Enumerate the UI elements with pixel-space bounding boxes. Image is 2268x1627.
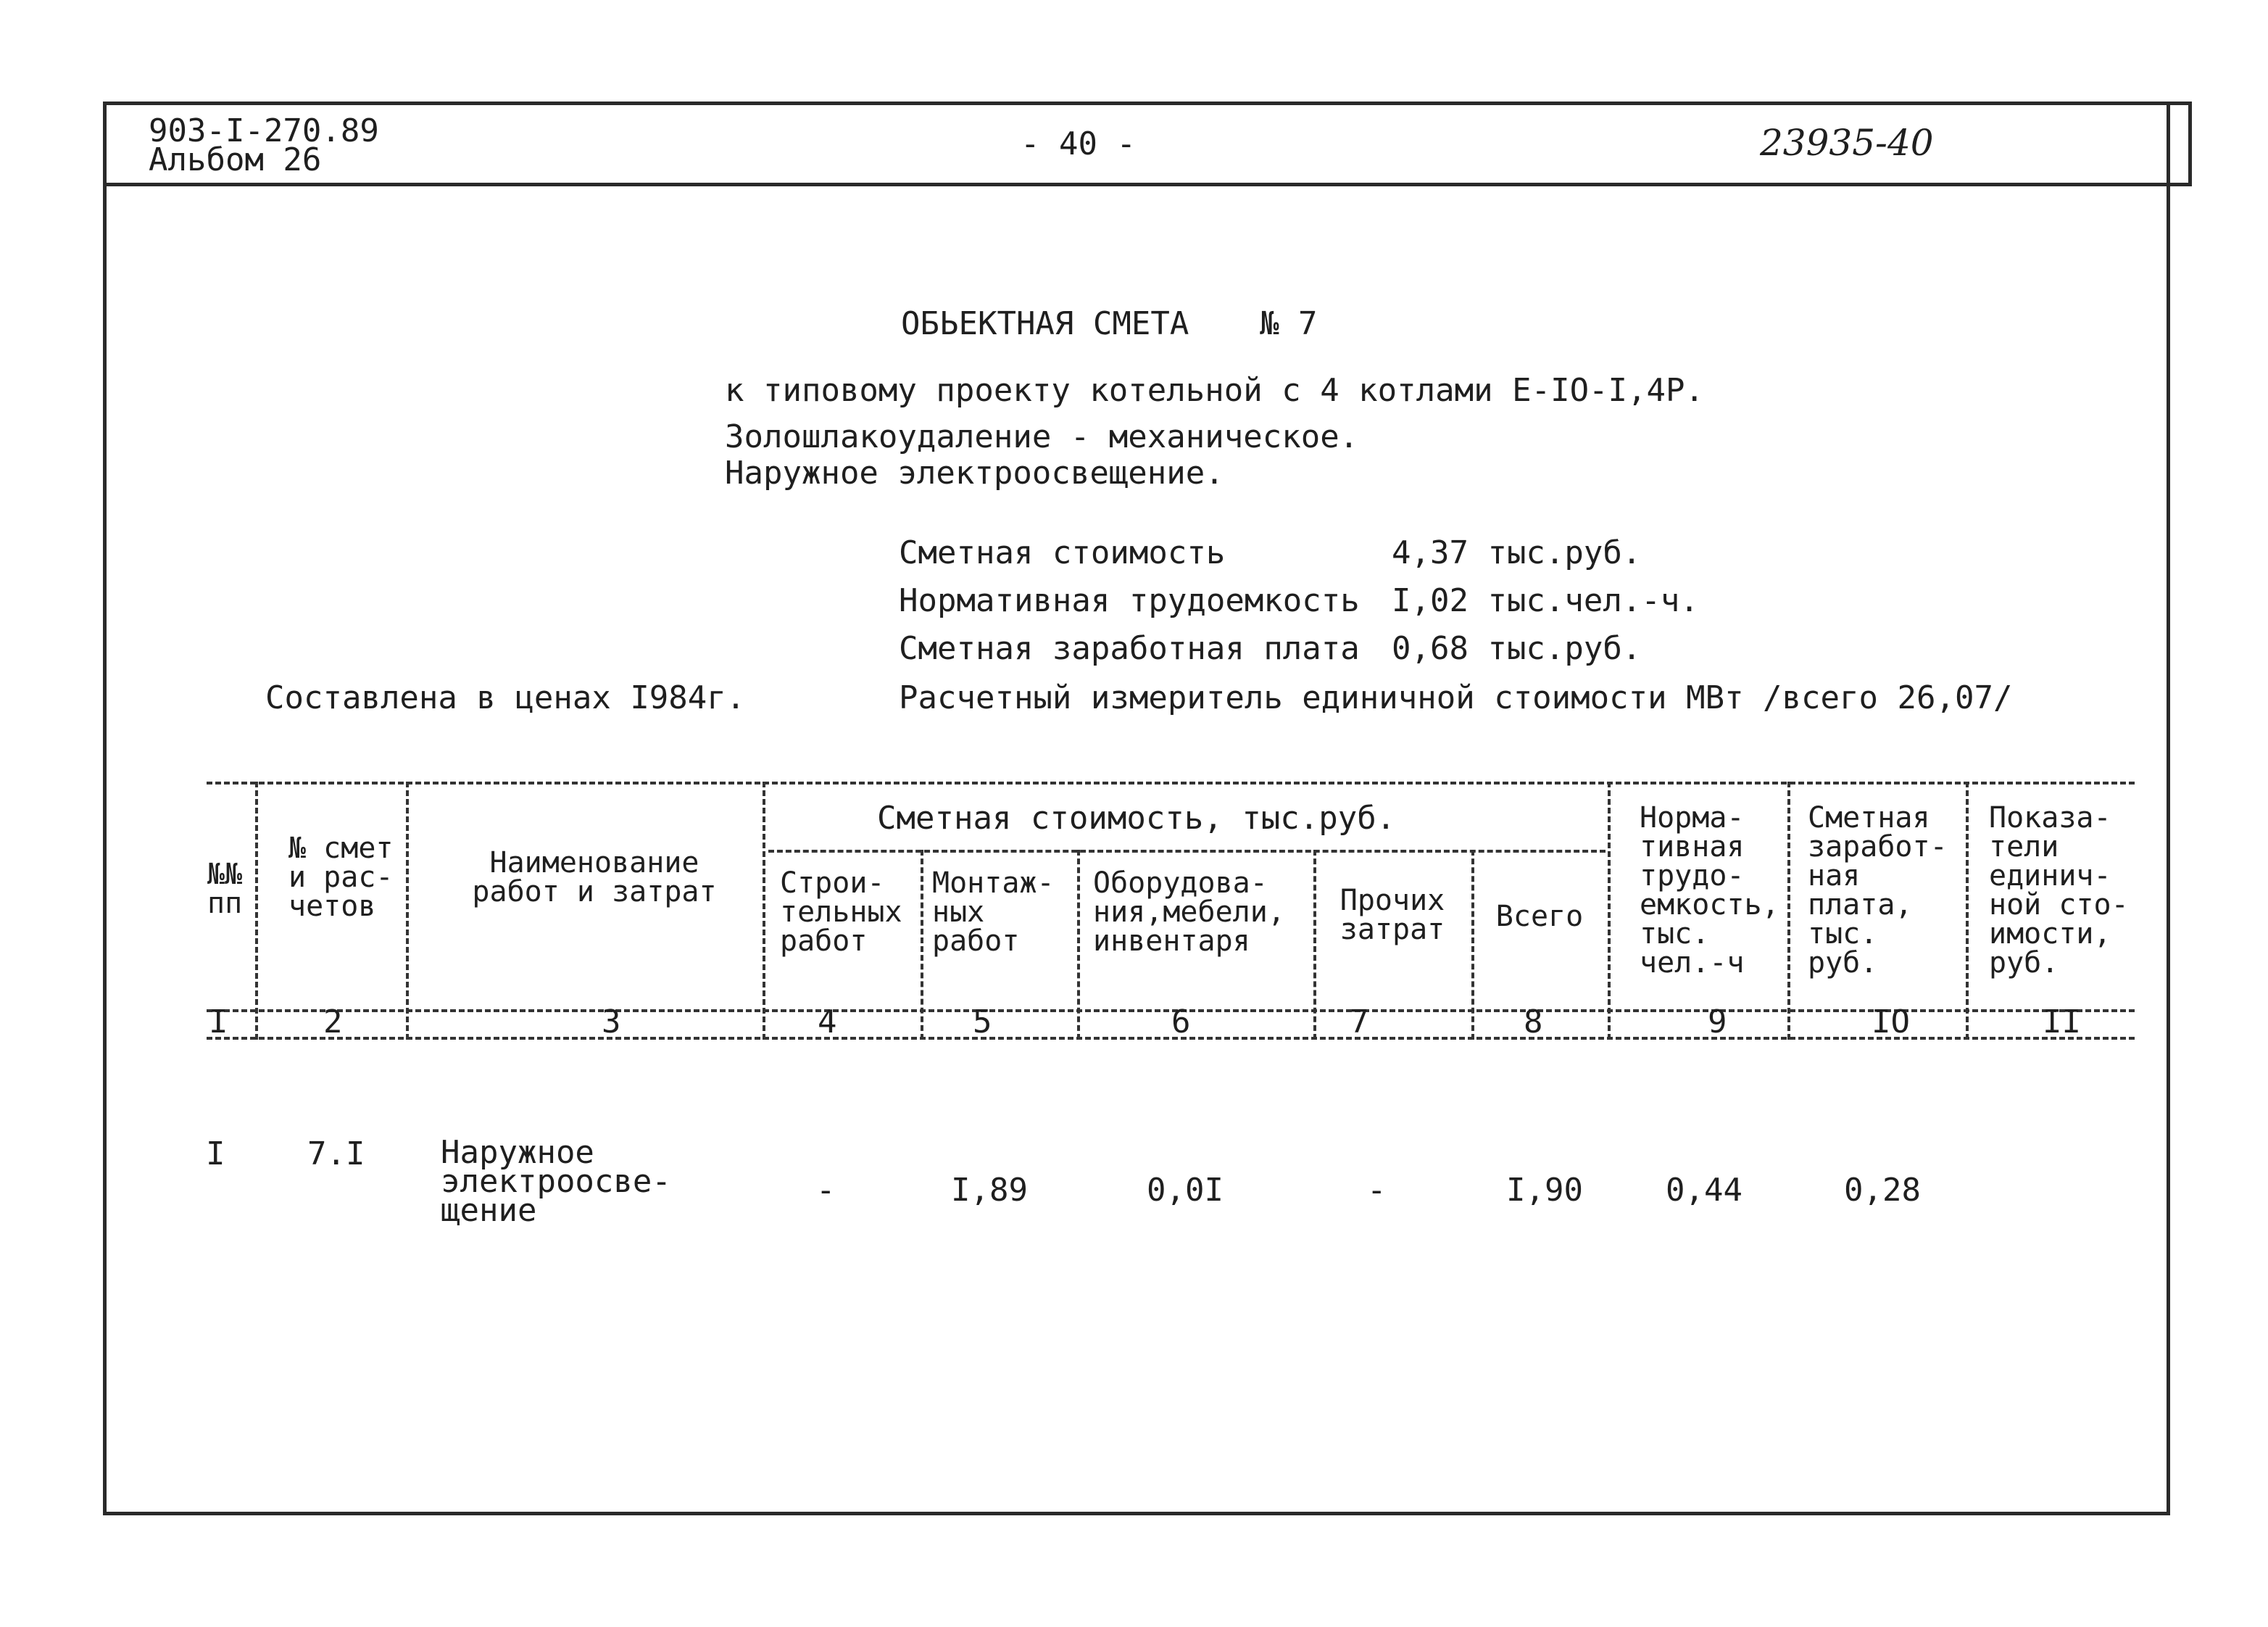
row-no: I [206,1135,225,1172]
col-header-unit-cost: Показа- тели единич- ной сто- имости, руб. [1989,801,2129,980]
col-header-name: Наименование работ и затрат [472,846,717,908]
table-top-rule [207,782,2135,784]
col-number-1: I [209,1003,228,1040]
row-other: - [1367,1172,1387,1209]
col-number-9: 9 [1708,1003,1727,1040]
col-divider-7 [1471,850,1474,1040]
col-number-5: 5 [973,1003,992,1040]
row-wage: 0,28 [1844,1172,1921,1209]
col-number-4: 4 [818,1003,837,1040]
cost-value: 4,37 тыс.руб. [1392,534,1642,571]
cost-label: Сметная стоимость [899,534,1226,571]
col-divider-1 [255,782,258,1040]
unit-meter-line: Расчетный измеритель единичной стоимости МВт /всего 26,07/ [899,679,2013,716]
group-header-cost: Сметная стоимость, тыс.руб. [877,800,1396,837]
col-header-labor: Норма- тивная трудо- емкость, тыс. чел.-ч [1640,801,1779,980]
col-header-installation: Монтаж- ных работ [932,866,1055,958]
col-number-10: IO [1872,1003,1910,1040]
col-number-7: 7 [1350,1003,1369,1040]
title-line-3: Наружное электроосвещение. [725,455,1224,492]
col-divider-8 [1608,782,1611,1040]
col-divider-10 [1966,782,1969,1040]
col-number-2: 2 [323,1003,343,1040]
labor-value: I,02 тыс.чел.-ч. [1392,582,1699,619]
document-number: 23935-40 [1760,122,1934,164]
prices-note: Составлена в ценах I984г. [265,679,746,716]
col-number-6: 6 [1171,1003,1191,1040]
title-line-2: Золошлакоудаление - механическое. [725,418,1359,455]
col-divider-3 [763,782,765,1040]
document-title: ОБЬЕКТНАЯ СМЕТА [901,305,1189,342]
wage-label: Сметная заработная плата [899,630,1360,667]
col-header-no: №№ пп [207,858,243,920]
col-divider-4 [921,850,923,1040]
row-labor: 0,44 [1666,1172,1742,1209]
estimate-number: № 7 [1260,305,1318,342]
album-label: Альбом 26 [149,141,322,178]
col-divider-2 [406,782,409,1040]
title-line-1: к типовому проекту котельной с 4 котлами Е-IO-I,4Р. [725,372,1705,409]
row-construction: - [816,1172,836,1209]
col-divider-6 [1313,850,1316,1040]
col-divider-5 [1077,850,1080,1040]
row-equipment: 0,0I [1147,1172,1224,1209]
row-total: I,90 [1506,1172,1583,1209]
page-number: - 40 - [1021,125,1136,162]
col-number-3: 3 [602,1003,621,1040]
project-code: 903-I-270.89 [149,112,379,149]
col-header-equipment: Оборудова- ния,мебели, инвентаря [1093,866,1285,958]
row-installation: I,89 [951,1172,1028,1209]
group-header-rule [768,850,1606,853]
col-header-wage: Сметная заработ- ная плата, тыс. руб. [1808,801,1948,980]
row-estimate: 7.I [307,1135,365,1172]
col-header-construction: Строи- тельных работ [780,866,902,958]
col-header-estimate: № смет и рас- четов [288,832,394,923]
col-header-other: Прочих затрат [1339,884,1445,946]
labor-label: Нормативная трудоемкость [899,582,1360,619]
row-name: Наружное электроосве- щение [441,1134,671,1229]
header-bottom-rule [207,1009,2135,1012]
col-header-total: Всего [1495,900,1584,933]
col-number-8: 8 [1524,1003,1543,1040]
col-divider-9 [1787,782,1790,1040]
col-number-11: II [2043,1003,2081,1040]
wage-value: 0,68 тыс.руб. [1392,630,1642,667]
numbers-bottom-rule [207,1037,2135,1040]
